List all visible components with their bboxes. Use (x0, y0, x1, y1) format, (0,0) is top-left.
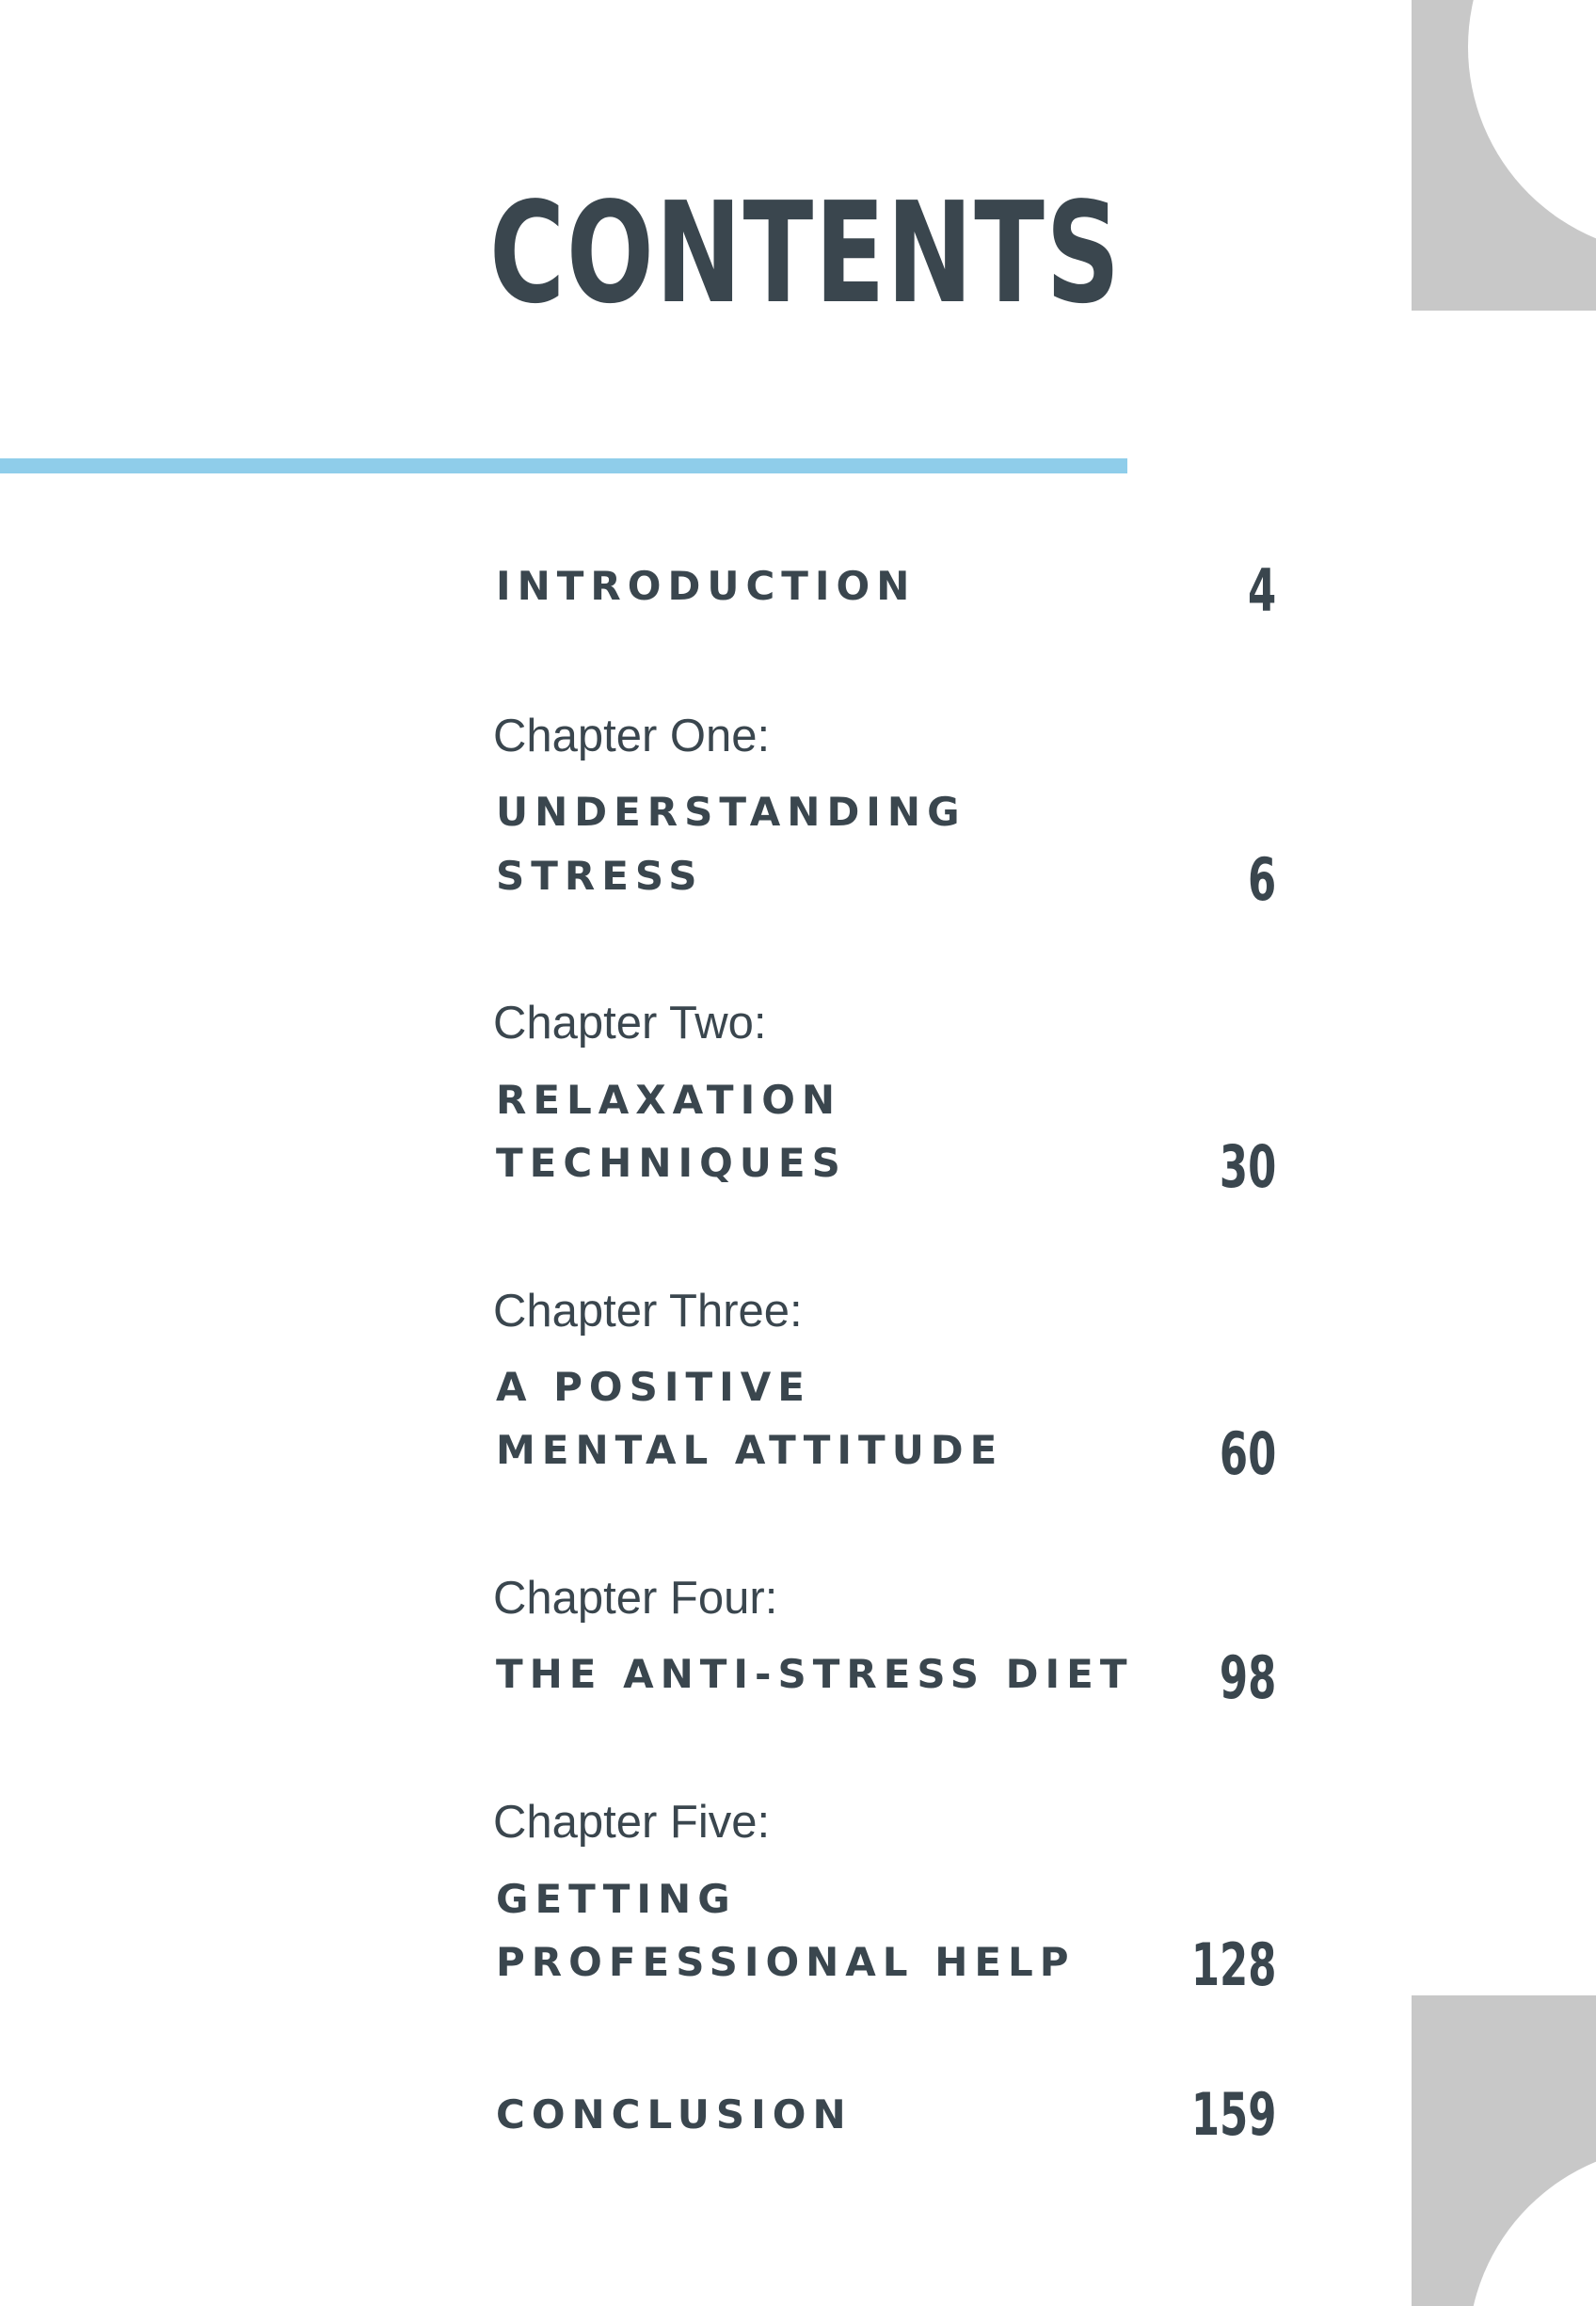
toc-chapter-one-title-line2: STRESS (496, 853, 704, 899)
toc-chapter-two-title-line1: RELAXATION (496, 1077, 842, 1123)
page-corner-top (1412, 0, 1596, 311)
toc-chapter-three-label: Chapter Three: (493, 1286, 803, 1337)
toc-chapter-one-title-line1: UNDERSTANDING (496, 789, 966, 835)
toc-chapter-four-label: Chapter Four: (493, 1573, 778, 1624)
toc-chapter-five-page: 128 (1190, 1930, 1276, 1999)
toc-chapter-two-page: 30 (1219, 1132, 1276, 1201)
toc-entry-introduction-title: INTRODUCTION (496, 563, 917, 609)
toc-entry-conclusion-title: CONCLUSION (496, 2091, 853, 2138)
toc-chapter-five-label: Chapter Five: (493, 1797, 771, 1848)
toc-entry-introduction-page: 4 (1247, 556, 1276, 625)
toc-chapter-two-title-line2: TECHNIQUES (496, 1140, 847, 1186)
toc-chapter-three-title-line2: MENTAL ATTITUDE (496, 1427, 1004, 1473)
toc-chapter-one-label: Chapter One: (493, 711, 771, 761)
toc-chapter-four-title: THE ANTI-STRESS DIET (496, 1651, 1134, 1697)
toc-chapter-four-page: 98 (1219, 1643, 1276, 1712)
page-corner-bottom (1412, 1995, 1596, 2306)
title-divider (0, 458, 1127, 473)
toc-chapter-three-title-line1: A POSITIVE (496, 1364, 811, 1410)
toc-chapter-two-label: Chapter Two: (493, 998, 767, 1049)
toc-entry-conclusion-page: 159 (1190, 2080, 1276, 2149)
page-title: CONTENTS (489, 172, 1122, 334)
toc-chapter-one-page: 6 (1247, 845, 1276, 914)
toc-chapter-five-title-line2: PROFESSIONAL HELP (496, 1939, 1076, 1985)
toc-chapter-five-title-line1: GETTING (496, 1876, 737, 1922)
toc-chapter-three-page: 60 (1219, 1419, 1276, 1488)
